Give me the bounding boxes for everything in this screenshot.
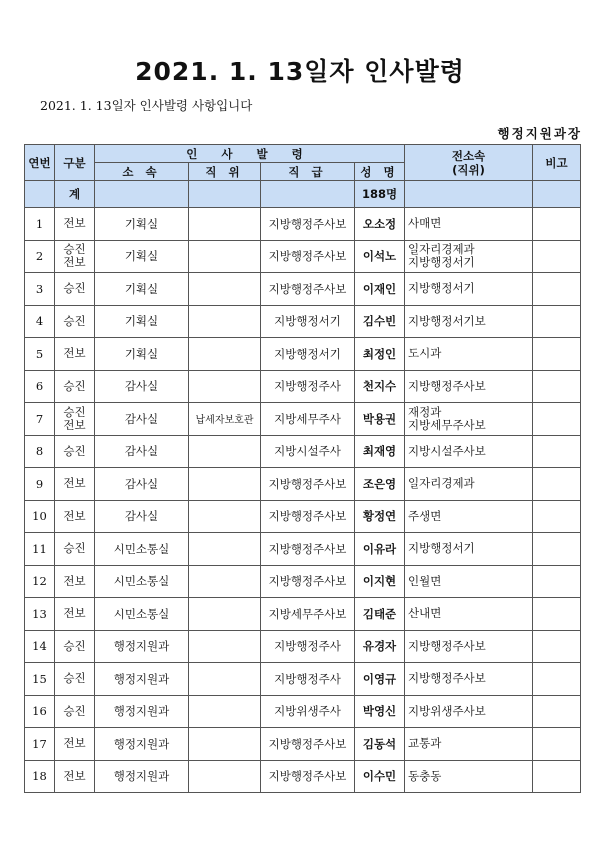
row-affiliation: 행정지원과 — [95, 728, 189, 761]
row-affiliation: 감사실 — [95, 468, 189, 501]
row-name: 황정연 — [355, 500, 405, 533]
row-position — [189, 695, 261, 728]
document-title: 2021. 1. 13일자 인사발령 — [135, 57, 465, 86]
row-name: 김태준 — [355, 598, 405, 631]
row-previous: 지방시설주사보 — [405, 435, 533, 468]
row-type: 승진 — [55, 663, 95, 696]
row-note — [533, 338, 581, 371]
row-previous: 사매면 — [405, 208, 533, 241]
row-number: 9 — [25, 468, 55, 501]
table-row — [25, 305, 581, 338]
row-number: 12 — [25, 565, 55, 598]
row-affiliation: 시민소통실 — [95, 565, 189, 598]
row-affiliation: 감사실 — [95, 500, 189, 533]
row-note — [533, 663, 581, 696]
row-grade: 지방행정주사보 — [261, 533, 355, 566]
row-affiliation: 행정지원과 — [95, 630, 189, 663]
row-number: 4 — [25, 305, 55, 338]
row-position — [189, 630, 261, 663]
header-grade: 직 급 — [261, 163, 355, 181]
row-previous: 주생면 — [405, 500, 533, 533]
row-note — [533, 598, 581, 631]
row-name: 이재인 — [355, 273, 405, 306]
row-previous: 산내면 — [405, 598, 533, 631]
row-affiliation: 감사실 — [95, 435, 189, 468]
row-note — [533, 468, 581, 501]
row-position — [189, 565, 261, 598]
row-affiliation: 기획실 — [95, 273, 189, 306]
table-row — [25, 208, 581, 241]
row-type: 승진 — [55, 305, 95, 338]
row-note — [533, 435, 581, 468]
row-note — [533, 305, 581, 338]
table-row — [25, 533, 581, 566]
row-name: 유경자 — [355, 630, 405, 663]
table-row — [25, 435, 581, 468]
total-empty — [405, 181, 533, 208]
row-position — [189, 533, 261, 566]
table-row — [25, 695, 581, 728]
row-name: 이지현 — [355, 565, 405, 598]
row-number: 6 — [25, 370, 55, 403]
row-grade: 지방행정주사보 — [261, 208, 355, 241]
row-previous: 일자리경제과 지방행정서기 — [405, 240, 533, 273]
total-empty — [189, 181, 261, 208]
row-number: 1 — [25, 208, 55, 241]
row-number: 13 — [25, 598, 55, 631]
table-row — [25, 370, 581, 403]
row-grade: 지방행정주사 — [261, 663, 355, 696]
row-grade: 지방시설주사 — [261, 435, 355, 468]
row-name: 천지수 — [355, 370, 405, 403]
appointment-table — [24, 144, 581, 793]
row-affiliation: 감사실 — [95, 370, 189, 403]
row-previous: 지방행정서기 — [405, 273, 533, 306]
row-name: 이영규 — [355, 663, 405, 696]
row-previous: 지방위생주사보 — [405, 695, 533, 728]
row-previous: 도시과 — [405, 338, 533, 371]
row-position — [189, 273, 261, 306]
total-empty — [261, 181, 355, 208]
row-previous: 지방행정주사보 — [405, 370, 533, 403]
row-note — [533, 273, 581, 306]
header-position: 직 위 — [189, 163, 261, 181]
row-grade: 지방행정서기 — [261, 305, 355, 338]
row-grade: 지방행정주사 — [261, 630, 355, 663]
row-affiliation: 행정지원과 — [95, 695, 189, 728]
row-name: 최재영 — [355, 435, 405, 468]
table-row — [25, 630, 581, 663]
row-name: 김수빈 — [355, 305, 405, 338]
row-number: 15 — [25, 663, 55, 696]
row-number: 2 — [25, 240, 55, 273]
row-type: 승진 전보 — [55, 240, 95, 273]
header-seq: 연번 — [25, 145, 55, 181]
row-affiliation: 시민소통실 — [95, 598, 189, 631]
row-note — [533, 630, 581, 663]
row-affiliation: 행정지원과 — [95, 760, 189, 793]
row-affiliation: 시민소통실 — [95, 533, 189, 566]
header-affiliation: 소 속 — [95, 163, 189, 181]
row-affiliation: 기획실 — [95, 338, 189, 371]
row-grade: 지방행정주사보 — [261, 468, 355, 501]
row-number: 10 — [25, 500, 55, 533]
row-previous: 동충동 — [405, 760, 533, 793]
row-position — [189, 500, 261, 533]
total-empty — [533, 181, 581, 208]
total-label: 계 — [55, 181, 95, 208]
row-grade: 지방행정주사보 — [261, 273, 355, 306]
total-row — [25, 181, 581, 208]
header-type: 구분 — [55, 145, 95, 181]
row-position — [189, 240, 261, 273]
row-affiliation: 감사실 — [95, 403, 189, 436]
row-note — [533, 695, 581, 728]
row-affiliation: 기획실 — [95, 240, 189, 273]
row-affiliation: 행정지원과 — [95, 663, 189, 696]
row-grade: 지방행정주사 — [261, 370, 355, 403]
row-previous: 지방행정주사보 — [405, 630, 533, 663]
header-appointment: 인 사 발 령 — [95, 145, 405, 163]
table-row — [25, 760, 581, 793]
row-previous: 인월면 — [405, 565, 533, 598]
row-type: 전보 — [55, 760, 95, 793]
row-previous: 재정과 지방세무주사보 — [405, 403, 533, 436]
row-number: 16 — [25, 695, 55, 728]
row-type: 승진 — [55, 630, 95, 663]
row-name: 이수민 — [355, 760, 405, 793]
row-type: 승진 — [55, 533, 95, 566]
row-note — [533, 240, 581, 273]
row-type: 승진 — [55, 370, 95, 403]
row-note — [533, 565, 581, 598]
row-affiliation: 기획실 — [95, 305, 189, 338]
table-row — [25, 468, 581, 501]
row-position: 납세자보호관 — [189, 403, 261, 436]
row-number: 8 — [25, 435, 55, 468]
row-grade: 지방행정서기 — [261, 338, 355, 371]
table-row — [25, 273, 581, 306]
table-row — [25, 338, 581, 371]
row-note — [533, 370, 581, 403]
row-type: 승진 — [55, 273, 95, 306]
row-type: 승진 — [55, 695, 95, 728]
row-previous: 일자리경제과 — [405, 468, 533, 501]
table-row — [25, 598, 581, 631]
row-note — [533, 500, 581, 533]
department-signature: 행정지원과장 — [497, 126, 582, 141]
total-count: 188명 — [355, 181, 405, 208]
row-note — [533, 728, 581, 761]
header-previous: 전소속 (직위) — [405, 145, 533, 181]
row-previous: 지방행정서기보 — [405, 305, 533, 338]
row-type: 전보 — [55, 598, 95, 631]
row-type: 전보 — [55, 728, 95, 761]
row-note — [533, 760, 581, 793]
row-grade: 지방행정주사보 — [261, 240, 355, 273]
row-previous: 지방행정주사보 — [405, 663, 533, 696]
row-grade: 지방행정주사보 — [261, 760, 355, 793]
row-note — [533, 533, 581, 566]
row-position — [189, 208, 261, 241]
row-grade: 지방세무주사 — [261, 403, 355, 436]
row-number: 14 — [25, 630, 55, 663]
row-name: 최정인 — [355, 338, 405, 371]
row-position — [189, 305, 261, 338]
row-number: 11 — [25, 533, 55, 566]
row-type: 전보 — [55, 500, 95, 533]
table-row — [25, 728, 581, 761]
table-row — [25, 403, 581, 436]
row-position — [189, 370, 261, 403]
row-type: 전보 — [55, 338, 95, 371]
row-number: 5 — [25, 338, 55, 371]
row-type: 전보 — [55, 468, 95, 501]
row-name: 오소정 — [355, 208, 405, 241]
row-number: 7 — [25, 403, 55, 436]
row-note — [533, 403, 581, 436]
row-type: 전보 — [55, 208, 95, 241]
row-number: 17 — [25, 728, 55, 761]
row-note — [533, 208, 581, 241]
document-subtitle: 2021. 1. 13일자 인사발령 사항입니다 — [40, 98, 253, 113]
row-position — [189, 598, 261, 631]
table-row — [25, 500, 581, 533]
row-position — [189, 728, 261, 761]
row-affiliation: 기획실 — [95, 208, 189, 241]
row-name: 박영신 — [355, 695, 405, 728]
row-type: 승진 — [55, 435, 95, 468]
header-note: 비고 — [533, 145, 581, 181]
row-position — [189, 435, 261, 468]
row-number: 3 — [25, 273, 55, 306]
row-name: 이석노 — [355, 240, 405, 273]
row-name: 이유라 — [355, 533, 405, 566]
row-name: 조은영 — [355, 468, 405, 501]
row-previous: 지방행정서기 — [405, 533, 533, 566]
row-name: 김동석 — [355, 728, 405, 761]
row-position — [189, 663, 261, 696]
row-name: 박용권 — [355, 403, 405, 436]
row-grade: 지방세무주사보 — [261, 598, 355, 631]
row-grade: 지방행정주사보 — [261, 565, 355, 598]
row-previous: 교통과 — [405, 728, 533, 761]
row-grade: 지방행정주사보 — [261, 728, 355, 761]
row-grade: 지방위생주사 — [261, 695, 355, 728]
row-type: 승진 전보 — [55, 403, 95, 436]
table-row — [25, 240, 581, 273]
table-row — [25, 565, 581, 598]
row-position — [189, 468, 261, 501]
total-empty — [95, 181, 189, 208]
row-position — [189, 338, 261, 371]
total-empty — [25, 181, 55, 208]
row-grade: 지방행정주사보 — [261, 500, 355, 533]
row-position — [189, 760, 261, 793]
row-type: 전보 — [55, 565, 95, 598]
table-row — [25, 663, 581, 696]
header-name: 성 명 — [355, 163, 405, 181]
row-number: 18 — [25, 760, 55, 793]
